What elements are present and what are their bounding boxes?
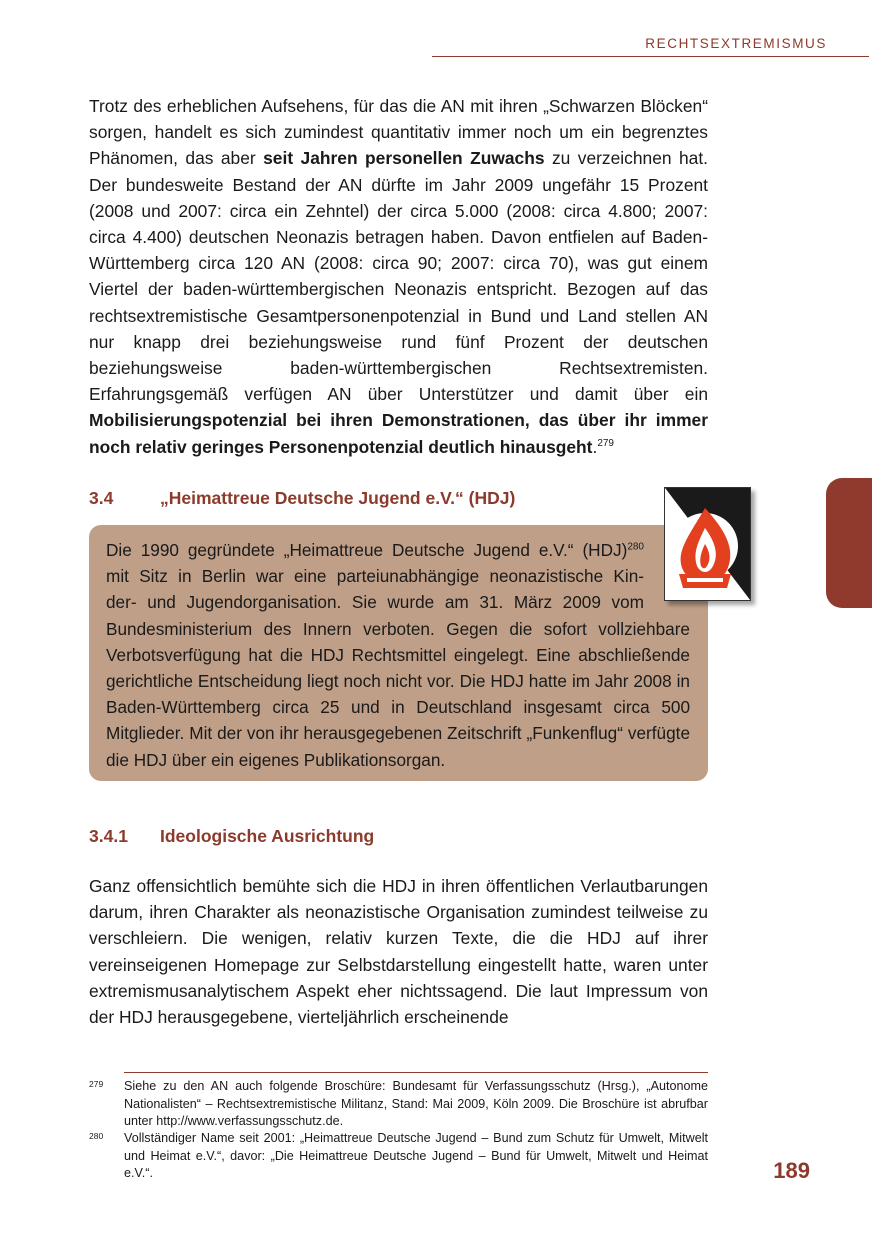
paragraph-1-bold-b: Mobilisierungspotenzial bei ihren Demonstrationen, das über ihr immer noch relativ geringes Personenpotenzial deutlich hinausgeht xyxy=(89,410,708,457)
footnote-divider xyxy=(124,1072,708,1073)
paragraph-1-bold-a: seit Jahren personellen Zuwachs xyxy=(263,148,545,169)
footnote-279 xyxy=(89,1078,708,1131)
section-title: „Heimattreue Deutsche Jugend e.V.“ (HDJ) xyxy=(160,488,516,508)
paragraph-1-text-a: Trotz des erheblichen Aufsehens, für das die AN mit ihren „Schwarzen Blöcken“ sorgen, handelt es sich zumindest quantitativ immer noch um ein begrenztes Phänomen, das aber xyxy=(89,96,708,169)
footnote-number: 279 xyxy=(89,1079,104,1089)
body-paragraph-1 xyxy=(89,93,708,460)
info-box-text xyxy=(106,537,690,773)
info-box-line-2: mit Sitz in Berlin war eine parteiunabhängige neonazistische Kin- xyxy=(106,566,644,587)
info-box-rest: Bundesministerium des Innern verboten. Gegen die sofort vollziehbare Verbotsverfügung hat die HDJ Rechtsmittel eingelegt. Eine abschließende gerichtliche Entscheidung liegt noch nicht vor. Die HDJ hatte im Jahr 2008 in Baden-Württemberg circa 25 und in Deutschland insgesamt circa 500 Mitglieder. Mit der von ihr herausgegebenen Zeitschrift „Funkenflug“ verfügte die HDJ über ein eigenes Publikationsorgan. xyxy=(106,618,690,770)
header-divider xyxy=(432,56,869,57)
footnote-text: Siehe zu den AN auch folgende Broschüre: Bundesamt für Verfassungsschutz (Hrsg.), „Autonome Nationalisten“ – Rechtsextremistische Militanz, Stand: Mai 2009, Köln 2009. Die Broschüre ist abrufbar unter http://www.verfassungsschutz.de. xyxy=(124,1079,708,1128)
body-paragraph-2: Ganz offensichtlich bemühte sich die HDJ in ihren öffentlichen Verlautbarungen darum, ihren Charakter als neonazistische Organisation zumindest teilweise zu verschleiern. Die wenigen, relativ kurzen Texte, die die HDJ auf ihrer vereinseigenen Homepage zur Selbstdarstellung eingestellt hatte, waren unter extremismusanalytischem Aspekt eher nichtssagend. Die laut Impressum von der HDJ herausgegebene, vierteljährlich erscheinende xyxy=(89,876,708,1028)
hdj-logo xyxy=(664,487,751,601)
running-header-title: RECHTSEXTREMISMUS xyxy=(645,36,827,51)
paragraph-1-text-b: zu verzeichnen hat. Der bundesweite Bestand der AN dürfte im Jahr 2009 ungefähr 15 Prozent (2008 und 2007: circa ein Zehntel) der circa 5.000 (2008: circa 4.800; 2007: circa 4.400) deutschen Neonazis betragen haben. Davon entfielen auf Baden-Württemberg circa 120 AN (2008: circa 90; 2007: circa 70), was gut einem Viertel der baden-württembergischen Neonazis entspricht. Bezogen auf das rechtsextremistische Gesamtpersonenpotenzial in Bund und Land stellen AN nur knapp drei beziehungsweise rund fünf Prozent der deutschen beziehungsweise baden-württembergischen Rechtsextremisten. Erfahrungsgemäß verfügen AN über Unterstützer und damit über ein xyxy=(89,148,708,405)
page-number: 189 xyxy=(773,1158,810,1183)
footnote-ref-280[interactable]: 280 xyxy=(627,541,644,553)
section-number: 3.4 xyxy=(89,488,114,508)
chapter-side-tab xyxy=(826,478,872,608)
info-box-line-1 xyxy=(106,537,644,563)
info-box-line-1-text: Die 1990 gegründete „Heimattreue Deutsche Jugend e.V.“ (HDJ) xyxy=(106,540,628,560)
subsection-title: Ideologische Ausrichtung xyxy=(160,826,375,846)
footnote-ref-279[interactable]: 279 xyxy=(597,437,614,449)
info-box-line-3: der- und Jugendorganisation. Sie wurde am 31. März 2009 vom xyxy=(106,592,644,613)
hdj-flame-emblem-icon xyxy=(665,488,750,600)
paragraph-1-text-c: . xyxy=(592,436,598,457)
subsection-number: 3.4.1 xyxy=(89,826,128,846)
footnote-text: Vollständiger Name seit 2001: „Heimattreue Deutsche Jugend – Bund zum Schutz für Umwelt, Mitwelt und Heimat e.V.“, davor: „Die Heimattreue Deutsche Jugend – Bund für Umwelt, Mitwelt und Heimat e.V.“. xyxy=(124,1131,708,1180)
footnote-280 xyxy=(89,1130,708,1183)
section-heading-3-4 xyxy=(89,488,515,509)
section-heading-3-4-1 xyxy=(89,826,374,847)
footnote-number: 280 xyxy=(89,1131,104,1141)
